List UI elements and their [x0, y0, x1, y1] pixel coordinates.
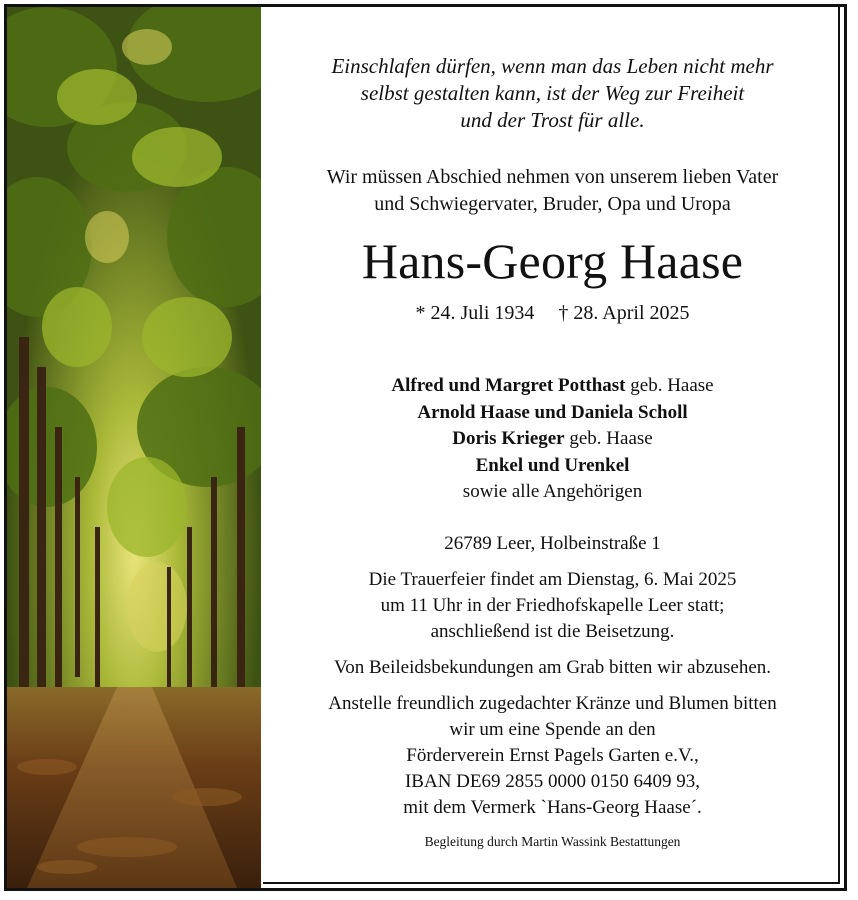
inner-border-right	[838, 7, 840, 884]
mourner-names: Alfred und Margret Potthast	[391, 375, 626, 396]
donation-line: IBAN DE69 2855 0000 0150 6409 93,	[404, 771, 701, 792]
undertaker-credit: Begleitung durch Martin Wassink Bestattungen	[424, 834, 681, 849]
ceremony-line: Die Trauerfeier findet am Dienstag, 6. Mai 2025	[368, 569, 737, 590]
mourner-line	[261, 426, 844, 453]
donation-line: Förderverein Ernst Pagels Garten e.V.,	[406, 745, 699, 766]
notice-text	[261, 7, 844, 888]
donation-line: wir um eine Spende an den	[449, 719, 656, 740]
inner-border-bottom	[263, 882, 840, 884]
mourner-note: geb. Haase	[625, 375, 714, 396]
intro-line: und Schwiegervater, Bruder, Opa und Uropa	[374, 193, 731, 215]
mourner-line	[261, 400, 844, 427]
mourner-names: Doris Krieger	[452, 428, 565, 449]
ceremony-line: um 11 Uhr in der Friedhofskapelle Leer statt;	[380, 595, 725, 616]
life-dates	[261, 300, 844, 326]
intro-line: Wir müssen Abschied nehmen von unserem lieben Vater	[326, 166, 779, 188]
donation-line: mit dem Vermerk `Hans-Georg Haase´.	[403, 797, 702, 818]
mourner-note: geb. Haase	[564, 428, 653, 449]
donation-line: Anstelle freundlich zugedachter Kränze und Blumen bitten	[328, 693, 777, 714]
mourner-line	[261, 373, 844, 400]
mourner-line	[261, 453, 844, 480]
death-date: † 28. April 2025	[558, 302, 690, 324]
motto-line: selbst gestalten kann, ist der Weg zur Freiheit	[360, 81, 745, 105]
condolence-note: Von Beileidsbekundungen am Grab bitten wir abzusehen.	[333, 657, 772, 678]
mourner-note: sowie alle Angehörigen	[462, 481, 643, 502]
donation-info	[261, 691, 844, 821]
deceased-name: Hans-Georg Haase	[361, 233, 744, 289]
mourner-names: Enkel und Urenkel	[475, 454, 630, 476]
forest-path-photo	[7, 7, 261, 888]
ceremony-info	[261, 567, 844, 645]
motto-line: Einschlafen dürfen, wenn man das Leben nicht mehr	[331, 54, 774, 78]
mourner-line	[261, 479, 844, 506]
intro-text	[261, 164, 844, 218]
motto	[261, 53, 844, 134]
birth-date: * 24. Juli 1934	[415, 302, 535, 324]
ceremony-line: anschließend ist die Beisetzung.	[430, 621, 675, 642]
mourners-list	[261, 373, 844, 506]
address: 26789 Leer, Holbeinstraße 1	[444, 533, 661, 554]
mourner-names: Arnold Haase und Daniela Scholl	[417, 401, 688, 423]
forest-path-image	[7, 7, 261, 888]
motto-line: und der Trost für alle.	[460, 108, 645, 132]
obituary-notice	[4, 4, 847, 891]
